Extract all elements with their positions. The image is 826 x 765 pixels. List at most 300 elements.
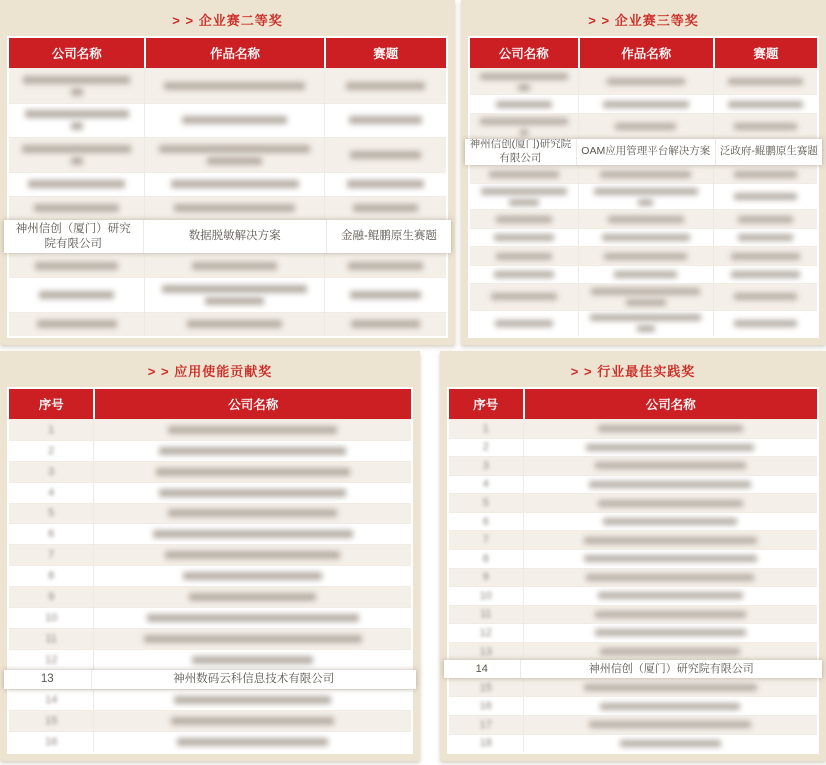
cell-company (523, 476, 817, 494)
cell-company (93, 711, 411, 731)
highlighted-table-row (4, 220, 451, 254)
table-row (449, 623, 817, 642)
cell-work (144, 197, 323, 220)
blurred-text-bar (615, 123, 676, 130)
blurred-text-bar (734, 320, 797, 327)
cell-work (578, 210, 713, 227)
table-row (470, 310, 817, 336)
cell-index (449, 716, 523, 734)
cell-index (449, 513, 523, 531)
table-row (9, 689, 411, 710)
cell-work (578, 69, 713, 94)
column-header-work: 作品名称 (144, 38, 323, 68)
blurred-text-bar (598, 500, 743, 507)
cell-index (449, 606, 523, 624)
table-row (9, 628, 411, 649)
blurred-text-bar (734, 171, 797, 178)
blurred-text-bar (144, 635, 362, 643)
blurred-text-bar (589, 481, 751, 488)
cell-index (9, 462, 93, 482)
panel-title-industry-best-practice-award: > > 行业最佳实践奖 (570, 364, 696, 379)
cell-index: 14 (475, 663, 488, 676)
table-row (449, 419, 817, 438)
column-header-company: 公司名称 (523, 389, 817, 419)
blurred-index-text: 17 (479, 718, 492, 731)
cell-work (144, 138, 323, 172)
blurred-text-bar (603, 101, 689, 108)
blurred-index-text: 2 (482, 441, 489, 454)
cell-index (9, 587, 93, 607)
cell-index (9, 504, 93, 524)
table-row (9, 277, 446, 312)
cell-company (523, 735, 817, 753)
blurred-text-bar (738, 234, 793, 241)
cell-company (9, 69, 144, 103)
cell-company (523, 457, 817, 475)
cell-topic (713, 311, 817, 336)
cell-company (523, 679, 817, 697)
cell-index (9, 608, 93, 628)
cell-company (470, 114, 578, 139)
cell-topic (713, 247, 817, 264)
highlighted-table-row (4, 670, 416, 690)
blurred-text-bar (480, 73, 568, 80)
panel-title-app-enablement-contribution-award: > > 应用使能贡献奖 (147, 364, 273, 379)
table-row (9, 649, 411, 670)
blurred-index-text: 1 (48, 423, 55, 436)
cell-work (144, 254, 323, 277)
cell-company (93, 690, 411, 710)
cell-work (578, 311, 713, 336)
blurred-text-bar (496, 253, 552, 260)
blurred-text-bar (350, 291, 421, 299)
table-row (9, 253, 446, 277)
cell-topic (713, 69, 817, 94)
cell-company: 神州信创(厦门)研究院有限公司 (469, 139, 572, 164)
cell-work: 数据脱敏解决方案 (143, 220, 326, 254)
cell-index (449, 494, 523, 512)
cell-topic: 金融-鲲鹏原生赛题 (326, 220, 451, 254)
cell-company (9, 278, 144, 312)
blurred-index-text: 12 (45, 653, 58, 666)
table-body (449, 419, 817, 752)
cell-work (144, 313, 323, 336)
blurred-text-bar (153, 530, 353, 538)
blurred-text-bar (205, 297, 264, 305)
blurred-index-text: 14 (45, 694, 58, 707)
cell-company (9, 313, 144, 336)
table-row (9, 196, 446, 220)
table-row (9, 137, 446, 172)
blurred-text-bar (614, 271, 677, 278)
cell-company (470, 229, 578, 246)
table-row (449, 605, 817, 624)
blurred-text-bar (518, 84, 530, 91)
blurred-text-bar (620, 740, 721, 747)
table-row (449, 586, 817, 605)
table-row (449, 642, 817, 661)
cell-index (9, 524, 93, 544)
panel-enterprise-second-prize (0, 0, 455, 345)
blurred-text-bar (604, 253, 687, 260)
table-row (449, 475, 817, 494)
blurred-text-bar (496, 101, 552, 108)
cell-work (144, 104, 323, 138)
cell-index (449, 550, 523, 568)
table-row (470, 228, 817, 246)
table-row (470, 183, 817, 209)
cell-company: 神州信创（厦门）研究院有限公司 (15, 222, 131, 250)
cell-company (523, 716, 817, 734)
blurred-text-bar (22, 145, 131, 153)
blurred-index-text: 13 (479, 645, 492, 658)
cell-company (93, 462, 411, 482)
blurred-text-bar (348, 262, 423, 270)
blurred-index-text: 6 (48, 528, 55, 541)
table-body (9, 68, 446, 336)
blurred-text-bar (182, 116, 287, 124)
column-header-company: 公司名称 (51, 47, 102, 61)
cell-work (144, 173, 323, 196)
cell-company (523, 697, 817, 715)
blurred-index-text: 16 (479, 700, 492, 713)
blurred-text-bar (164, 82, 305, 90)
cell-topic (324, 173, 446, 196)
blurred-text-bar (626, 299, 666, 306)
cell-index (9, 545, 93, 565)
cell-company (470, 247, 578, 264)
table-row (9, 68, 446, 103)
table-row (9, 544, 411, 565)
table-row (9, 482, 411, 503)
blurred-index-text: 2 (48, 444, 55, 457)
blurred-text-bar (346, 82, 425, 90)
blurred-text-bar (734, 293, 797, 300)
blurred-text-bar (28, 180, 125, 188)
blurred-text-bar (159, 145, 310, 153)
table-header-row (9, 38, 446, 68)
blurred-text-bar (494, 234, 554, 241)
table-row (449, 493, 817, 512)
panel-title-enterprise-third-prize: > > 企业赛三等奖 (588, 13, 699, 28)
blurred-text-bar (25, 110, 129, 118)
cell-index (449, 531, 523, 549)
column-header-work: 作品名称 (578, 38, 713, 68)
cell-work (578, 114, 713, 139)
cell-work: OAM应用管理平台解决方案 (576, 139, 715, 164)
cell-work (578, 247, 713, 264)
cell-index (9, 483, 93, 503)
cell-index (9, 690, 93, 710)
blurred-text-bar (608, 216, 684, 223)
column-header-index: 序号 (38, 398, 64, 412)
blurred-text-bar (71, 122, 83, 130)
cell-company (470, 184, 578, 209)
blurred-index-text: 7 (482, 534, 489, 547)
blurred-text-bar (347, 180, 424, 188)
blurred-text-bar (71, 157, 83, 165)
blurred-text-bar (594, 188, 698, 195)
blurred-text-bar (34, 204, 119, 212)
blurred-index-text: 7 (48, 549, 55, 562)
blurred-text-bar (481, 188, 567, 195)
column-header-index: 序号 (473, 398, 499, 412)
table-row (449, 696, 817, 715)
blurred-text-bar (37, 320, 117, 328)
cell-company (93, 420, 411, 440)
blurred-text-bar (39, 291, 114, 299)
blurred-text-bar (638, 199, 653, 206)
cell-company (93, 524, 411, 544)
table-row (9, 419, 411, 440)
blurred-text-bar (738, 216, 793, 223)
cell-topic: 泛政府-鲲鹏原生赛题 (715, 139, 822, 164)
cell-company (9, 254, 144, 277)
cell-company (93, 608, 411, 628)
table-row (9, 523, 411, 544)
cell-company (470, 284, 578, 309)
panel-enterprise-third-prize (461, 0, 826, 345)
blurred-text-bar (496, 216, 552, 223)
cell-company (470, 69, 578, 94)
blurred-text-bar (731, 271, 799, 278)
blurred-text-bar (520, 129, 528, 136)
blurred-text-bar (35, 262, 118, 270)
cell-index (9, 441, 93, 461)
blurred-text-bar (600, 703, 740, 710)
blurred-text-bar (595, 629, 746, 636)
table-row (449, 438, 817, 457)
cell-company (523, 531, 817, 549)
blurred-text-bar (603, 518, 737, 525)
cell-company (93, 650, 411, 670)
cell-company (523, 569, 817, 587)
blurred-text-bar (23, 76, 130, 84)
blurred-text-bar (480, 118, 568, 125)
blurred-text-bar (177, 738, 328, 746)
cell-company (523, 420, 817, 438)
cell-company (523, 624, 817, 642)
cell-company (470, 210, 578, 227)
cell-topic (713, 95, 817, 112)
blurred-index-text: 5 (482, 497, 489, 509)
blurred-text-bar (584, 537, 757, 544)
cell-index (449, 439, 523, 457)
cell-company (93, 732, 411, 752)
cell-index (449, 476, 523, 494)
blurred-text-bar (165, 551, 340, 559)
blurred-text-bar (607, 78, 685, 85)
blurred-text-bar (728, 101, 802, 108)
cell-topic (324, 138, 446, 172)
panel-title-enterprise-second-prize: > > 企业赛二等奖 (172, 13, 283, 28)
cell-index (9, 420, 93, 440)
blurred-text-bar (171, 717, 334, 725)
blurred-text-bar (589, 721, 751, 728)
cell-topic (324, 254, 446, 277)
blurred-text-bar (491, 293, 557, 300)
blurred-text-bar (489, 171, 559, 178)
blurred-text-bar (171, 180, 299, 188)
table-row (9, 440, 411, 461)
cell-work (144, 278, 323, 312)
blurred-text-bar (192, 656, 313, 664)
blurred-index-text: 3 (482, 459, 489, 472)
cell-index (9, 629, 93, 649)
blurred-text-bar (494, 271, 554, 278)
blurred-text-bar (168, 426, 337, 434)
cell-work (578, 95, 713, 112)
blurred-text-bar (174, 696, 331, 704)
cell-index (449, 697, 523, 715)
blurred-text-bar (598, 425, 743, 432)
column-header-company: 公司名称 (93, 389, 411, 419)
table-row (449, 512, 817, 531)
blurred-text-bar (731, 253, 799, 260)
cell-topic (713, 229, 817, 246)
blurred-text-bar (584, 555, 757, 562)
cell-company (523, 494, 817, 512)
blurred-text-bar (495, 320, 553, 327)
cell-index: 13 (40, 673, 54, 686)
blurred-text-bar (600, 648, 740, 655)
cell-topic (713, 210, 817, 227)
cell-company (9, 138, 144, 172)
table-row (449, 734, 817, 753)
blurred-text-bar (734, 123, 797, 130)
blurred-text-bar (207, 157, 263, 165)
blurred-text-bar (600, 171, 691, 178)
award-table-industry-best-practice-award (447, 387, 819, 754)
blurred-text-bar (595, 611, 746, 618)
cell-company (9, 104, 144, 138)
blurred-text-bar (162, 285, 306, 293)
blurred-text-bar (349, 116, 422, 124)
blurred-text-bar (590, 314, 701, 321)
blurred-text-bar (728, 78, 802, 85)
cell-topic (324, 278, 446, 312)
table-row (9, 731, 411, 752)
cell-company: 神州数码云科信息技术有限公司 (91, 670, 416, 690)
cell-company (93, 566, 411, 586)
panel-app-enablement-contribution-award (0, 351, 420, 761)
cell-company (523, 587, 817, 605)
table-row (470, 94, 817, 112)
cell-topic (324, 104, 446, 138)
blurred-text-bar (147, 614, 359, 622)
table-header-row (470, 38, 817, 68)
cell-company (93, 587, 411, 607)
cell-company (470, 266, 578, 283)
blurred-text-bar (591, 288, 700, 295)
table-row (449, 530, 817, 549)
table-header-row (449, 389, 817, 419)
blurred-text-bar (637, 325, 655, 332)
cell-work (578, 284, 713, 309)
cell-company (93, 545, 411, 565)
cell-index (449, 643, 523, 661)
blurred-text-bar (351, 320, 420, 328)
blurred-index-text: 8 (48, 570, 55, 583)
blurred-index-text: 18 (479, 737, 492, 750)
table-row (9, 172, 446, 196)
cell-index (9, 732, 93, 752)
award-table-enterprise-third-prize (468, 36, 819, 338)
blurred-text-bar (734, 193, 797, 200)
table-row (470, 265, 817, 283)
column-header-topic: 赛题 (713, 38, 817, 68)
table-row (470, 246, 817, 264)
blurred-index-text: 5 (48, 507, 55, 520)
blurred-index-text: 15 (45, 715, 58, 728)
cell-company (93, 629, 411, 649)
blurred-index-text: 6 (482, 515, 489, 528)
cell-index (449, 679, 523, 697)
blurred-index-text: 10 (479, 589, 492, 602)
blurred-text-bar (509, 199, 539, 206)
table-body (9, 419, 411, 752)
cell-index (449, 569, 523, 587)
blurred-text-bar (353, 204, 417, 212)
table-row (449, 678, 817, 697)
table-row (9, 461, 411, 482)
cell-company (523, 513, 817, 531)
cell-index (9, 650, 93, 670)
blurred-text-bar (71, 88, 83, 96)
table-row (449, 549, 817, 568)
cell-company (523, 643, 817, 661)
cell-index (449, 624, 523, 642)
blurred-index-text: 16 (45, 736, 58, 749)
blurred-text-bar (189, 593, 316, 601)
blurred-text-bar (159, 489, 347, 497)
blurred-index-text: 8 (482, 552, 489, 565)
cell-work (144, 69, 323, 103)
cell-index (9, 566, 93, 586)
blurred-text-bar (183, 572, 322, 580)
blurred-text-bar (586, 444, 754, 451)
highlighted-table-row (444, 660, 822, 678)
table-row (9, 586, 411, 607)
column-header-company: 公司名称 (498, 47, 549, 61)
cell-company (93, 483, 411, 503)
cell-company (523, 439, 817, 457)
cell-topic (713, 184, 817, 209)
column-header-topic: 赛题 (324, 38, 446, 68)
blurred-text-bar (156, 468, 350, 476)
cell-topic (713, 114, 817, 139)
cell-topic (713, 266, 817, 283)
cell-index (449, 587, 523, 605)
blurred-text-bar (187, 320, 282, 328)
table-row (9, 565, 411, 586)
cell-topic (713, 284, 817, 309)
table-row (9, 710, 411, 731)
cell-index (449, 457, 523, 475)
blurred-index-text: 9 (48, 590, 55, 603)
cell-company (523, 606, 817, 624)
table-row (449, 456, 817, 475)
cell-topic (713, 166, 817, 183)
cell-index (449, 735, 523, 753)
blurred-index-text: 12 (479, 626, 492, 639)
award-table-app-enablement-contribution-award (7, 387, 413, 754)
cell-company (470, 95, 578, 112)
cell-work (578, 229, 713, 246)
blurred-text-bar (602, 234, 690, 241)
table-row (9, 503, 411, 524)
cell-index (9, 711, 93, 731)
